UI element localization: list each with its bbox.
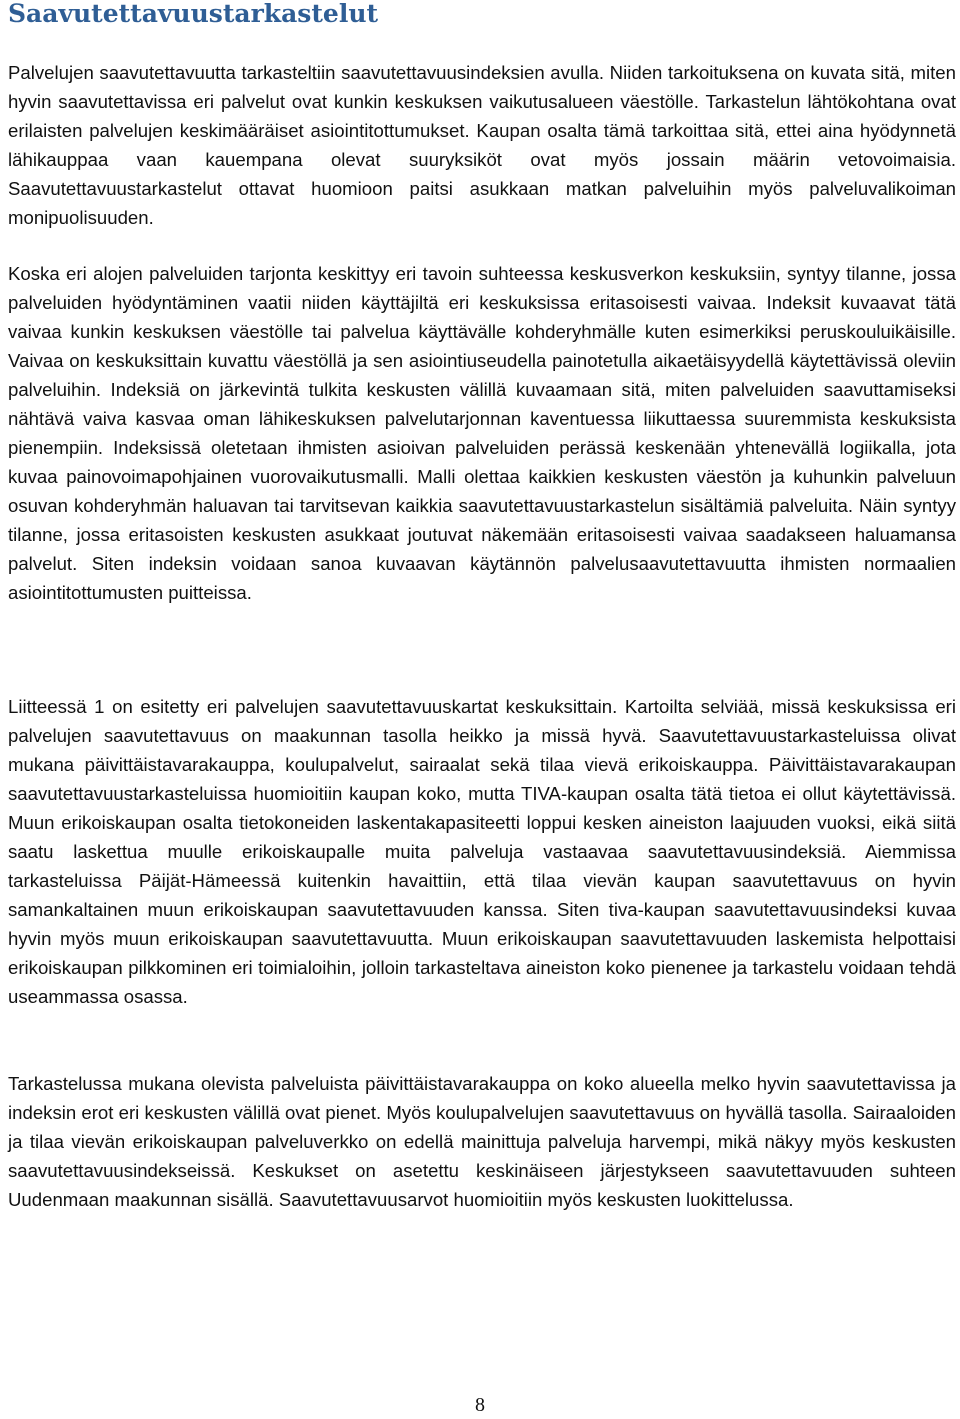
- paragraph-appendix-maps: Liitteessä 1 on esitetty eri palvelujen saavutettavuuskartat keskuksittain. Kartoilta selviää, missä keskuksissa eri palvelujen saavutettavuus on maakunnan tasolla heikko ja missä hyvä. Saavutettavuustarkasteluissa olivat mukana päivittäistavarakauppa, koulupalvelut, sairaalat sekä tilaa vievä erikoiskauppa. Päivittäistavarakaupan saavutettavuustarkasteluissa huomioitiin kaupan koko, mutta TIVA-kaupan osalta tätä tietoa ei ollut käytettävissä. Muun erikoiskaupan osalta tietokoneiden laskentakapasiteetti loppui kesken aineiston laajuuden vuoksi, eikä siitä saatu laskettua muulle erikoiskaupalle muita palveluja vastaavaa saavutettavuusindeksiä. Aiemmissa tarkasteluissa Päijät-Hämeessä kuitenkin havaittiin, että tilaa vievän kaupan saavutettavuus on hyvin samankaltainen muun erikoiskaupan saavutettavuuden kanssa. Siten tiva-kaupan saavutettavuusindeksi kuvaa hyvin myös muun erikoiskaupan saavutettavuutta. Muun erikoiskaupan saavutettavuuden laskemista helpottaisi erikoiskaupan pilkkominen eri toimialoihin, jolloin tarkasteltava aineiston koko pienenee ja tarkastelu voidaan tehdä useammassa osassa.: [8, 696, 956, 1007]
- section-heading: Saavutettavuustarkastelut: [8, 0, 379, 28]
- paragraph-intro: Palvelujen saavutettavuutta tarkasteltiin saavutettavuusindeksien avulla. Niiden tarkoituksena on kuvata sitä, miten hyvin saavutettavissa eri palvelut ovat kunkin keskuksen vaikutusalueen väestölle. Tarkastelun lähtökohtana ovat erilaisten palvelujen keskimääräiset asiointitottumukset. Kaupan osalta tämä tarkoittaa sitä, ettei aina hyödynnetä lähikauppaa vaan kauempana olevat suuryksiköt ovat myös jossain määrin vetovoimaisia. Saavutettavuustarkastelut ottavat huomioon paitsi asukkaan matkan palveluihin myös palveluvalikoiman monipuolisuuden.: [8, 62, 956, 228]
- paragraph-index-method: Koska eri alojen palveluiden tarjonta keskittyy eri tavoin suhteessa keskusverkon keskuksiin, syntyy tilanne, jossa palveluiden hyödyntäminen vaatii niiden käyttäjiltä eri keskuksissa eritasoisesti vaivaa. Indeksit kuvaavat tätä vaivaa kunkin keskuksen väestölle tai palvelua käyttävälle kohderyhmälle kuten esimerkiksi peruskouluikäisille. Vaivaa on keskuksittain kuvattu väestöllä ja sen asiointiuseudella painotetulla aikaetäisyydellä käytettävissä oleviin palveluihin. Indeksiä on järkevintä tulkita keskusten välillä kuvaamaan sitä, miten palveluiden saavuttamiseksi nähtävä vaiva kasvaa oman lähikeskuksen palvelutarjonnan kaventuessa liikuttaessa suuremmista keskuksista pienempiin. Indeksissä oletetaan ihmisten asioivan palveluiden perässä keskenään yhtenevällä logiikalla, jota kuvaa painovoimapohjainen vuorovaikutusmalli. Malli olettaa kaikkien keskusten väestön ja kuhunkin palveluun osuvan kohderyhmän haluavan tai tarvitsevan kaikkia saavutettavuustarkastelun sisältämiä palveluita. Näin syntyy tilanne, jossa eritasoisten keskusten asukkaat joutuvat näkemään eritasoisesti vaivaa saadakseen haluamansa palvelut. Siten indeksin voidaan sanoa kuvaavan käytännön palvelusaavutettavuutta ihmisten normaalien asiointitottumusten puitteissa.: [8, 263, 956, 603]
- paragraph-results: Tarkastelussa mukana olevista palveluista päivittäistavarakauppa on koko alueella melko hyvin saavutettavissa ja indeksin erot eri keskusten välillä ovat pienet. Myös koulupalvelujen saavutettavuus on hyvällä tasolla. Sairaaloiden ja tilaa vievän erikoiskaupan palveluverkko on edellä mainittuja palveluja harvempi, mikä näkyy myös keskusten saavutettavuusindekseissä. Keskukset on asetettu keskinäiseen järjestykseen saavutettavuuden suhteen Uudenmaan maakunnan sisällä. Saavutettavuusarvot huomioitiin myös keskusten luokittelussa.: [8, 1073, 956, 1210]
- page-number: 8: [475, 1394, 485, 1416]
